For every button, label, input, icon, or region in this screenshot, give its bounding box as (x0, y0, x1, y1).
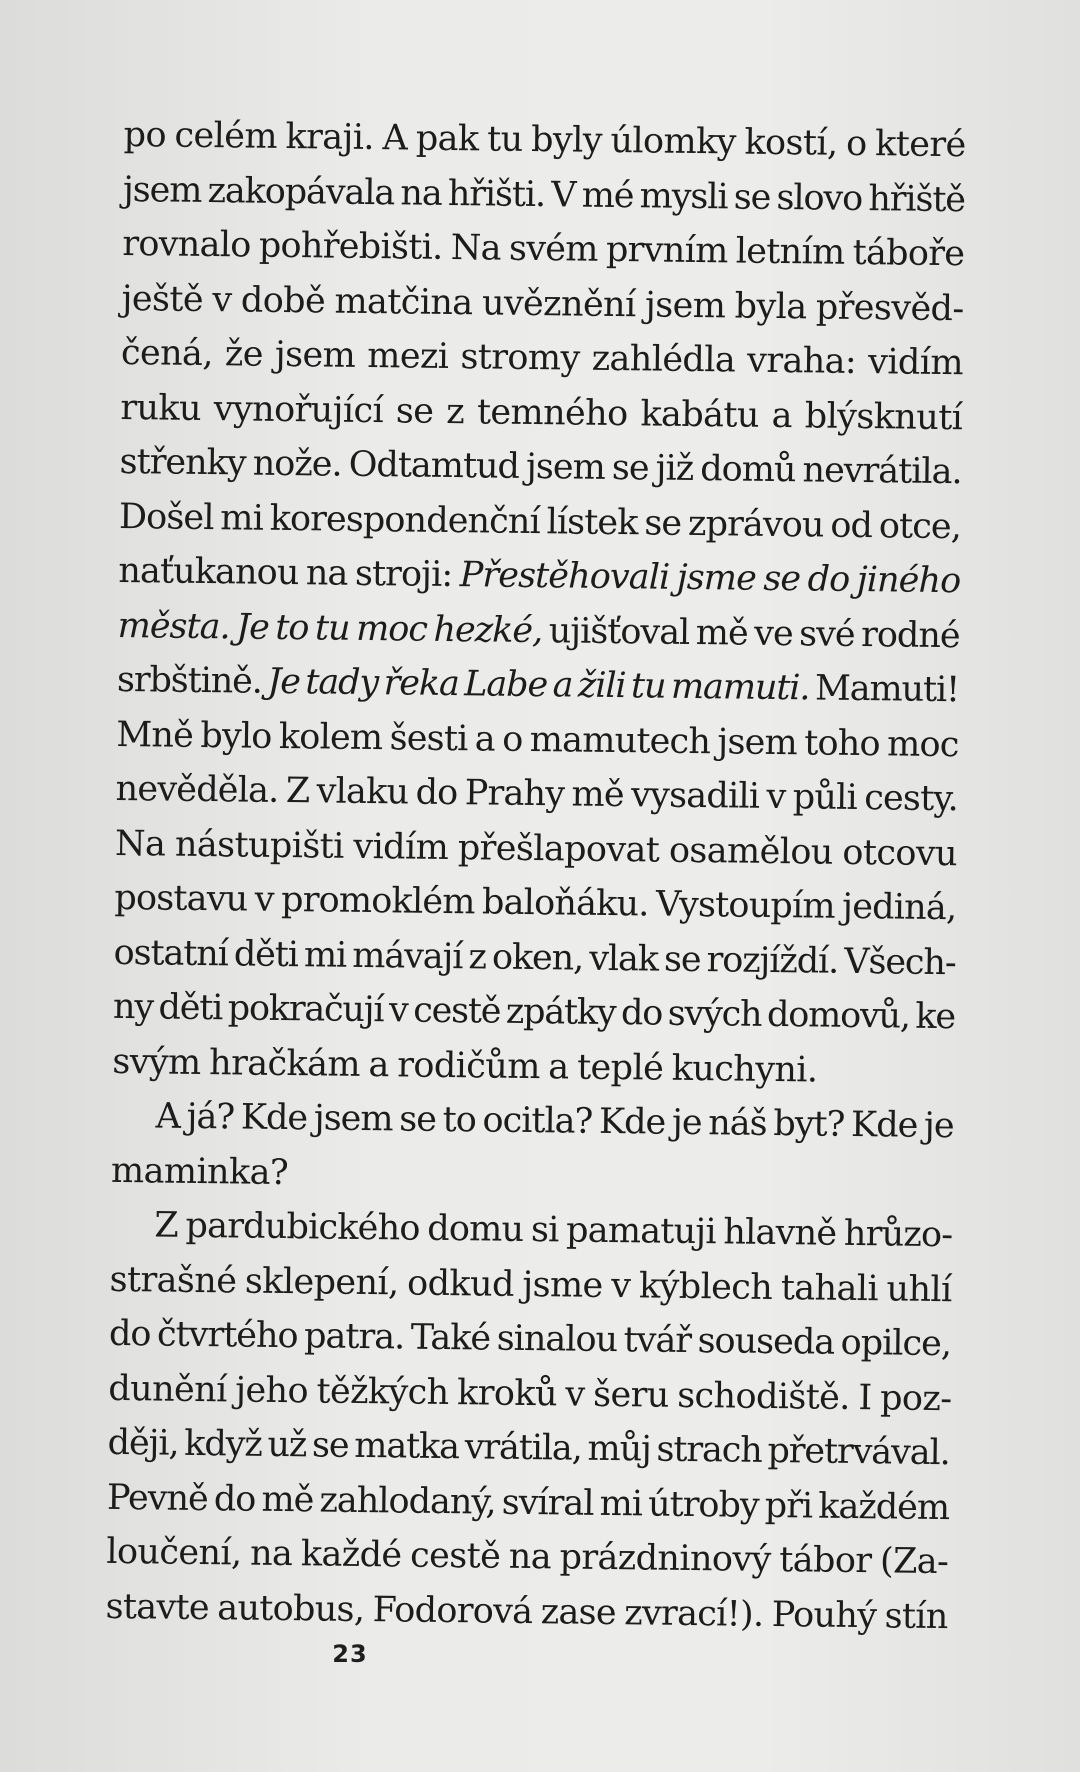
text-segment: Na nástupišti vidím přešlapovat osamělou otcovu (114, 823, 958, 874)
text-line (107, 1416, 950, 1481)
text-segment: ostatní děti mi mávají z oken, vlak se rozjíždí. Všech- (113, 932, 956, 983)
text-segment: stavte autobus, Fodorová zase zvrací!). Pouhý stín (105, 1586, 948, 1637)
text-line (115, 762, 958, 827)
text-line (122, 217, 965, 282)
text-line (118, 544, 961, 609)
text-segment: loučení, na každé cestě na prázdninový tábor (Za- (106, 1531, 949, 1583)
text-segment: strašné sklepení, odkud jsme v kýblech tahali uhlí (109, 1259, 952, 1310)
text-segment: Mně bylo kolem šesti a o mamutech jsem toho moc (116, 714, 959, 765)
text-segment: srbštině. (116, 659, 268, 702)
text-segment: A já? Kde jsem se to ocitla? Kde je náš byt? Kde je (155, 1096, 954, 1147)
text-line (105, 1579, 948, 1644)
text-segment: ději, když už se matka vrátila, můj strach přetrvával. (107, 1422, 950, 1474)
text-segment: svým hračkám a rodičům a teplé kuchyni. (112, 1041, 818, 1091)
text-line (117, 653, 960, 718)
text-segment: naťukanou na stroji: (118, 550, 461, 596)
text-segment: Pevně do mě zahlodaný, svíral mi útroby při každém (106, 1477, 950, 1528)
text-segment: dunění jeho těžkých kroků v šeru schodiště. I poz- (108, 1368, 952, 1419)
body-text (105, 108, 966, 1644)
text-segment: maminka? (110, 1150, 289, 1193)
text-segment: ny děti pokračují v cestě zpátky do svých domovů, ke (112, 986, 956, 1038)
text-segment: po celém kraji. A pak tu byly úlomky kostí, o které (123, 114, 966, 166)
italic-text: města. Je to tu moc hezké, (117, 605, 543, 651)
text-line (111, 1089, 954, 1154)
text-segment: ruku vynořující se z temného kabátu a blýsknutí (120, 387, 963, 438)
text-segment: jsem zakopávala na hřišti. V mé mysli se slovo hřiště (122, 169, 966, 220)
italic-text: Je tady řeka Labe a žili tu mamuti. (267, 661, 810, 709)
text-segment: ujišťoval mě ve své rodné (541, 610, 960, 656)
text-line (119, 435, 962, 500)
text-line (123, 108, 966, 173)
text-segment: ještě v době matčina uvěznění jsem byla přesvěd- (121, 278, 964, 329)
text-line (113, 980, 956, 1045)
text-line (109, 1307, 952, 1372)
text-segment: do čtvrtého patra. Také sinalou tvář souseda opilce, (108, 1313, 952, 1365)
text-segment: Z pardubického domu si pamatuji hlavně hrůzo- (154, 1205, 953, 1256)
text-line (110, 1198, 953, 1263)
text-segment: střenky nože. Odtamtud jsem se již domů nevrátila. (119, 441, 962, 493)
italic-text: Přestěhovali jsme se do jiného (459, 555, 961, 602)
text-segment: postavu v promoklém baloňáku. Vystoupím jediná, (114, 877, 957, 929)
text-line (121, 326, 964, 391)
text-segment: čená, že jsem mezi stromy zahlédla vraha: vidím (120, 332, 964, 384)
page-number: 23 (332, 1640, 368, 1668)
text-line (106, 1525, 949, 1590)
text-segment: Mamuti! (809, 668, 960, 711)
text-segment: nevěděla. Z vlaku do Prahy mě vysadili v půli cesty. (115, 768, 959, 820)
text-line (114, 871, 957, 936)
text-segment: rovnalo pohřebišti. Na svém prvním letním táboře (122, 223, 965, 275)
text-segment: Došel mi korespondenční lístek se zprávou od otce, (118, 496, 962, 547)
